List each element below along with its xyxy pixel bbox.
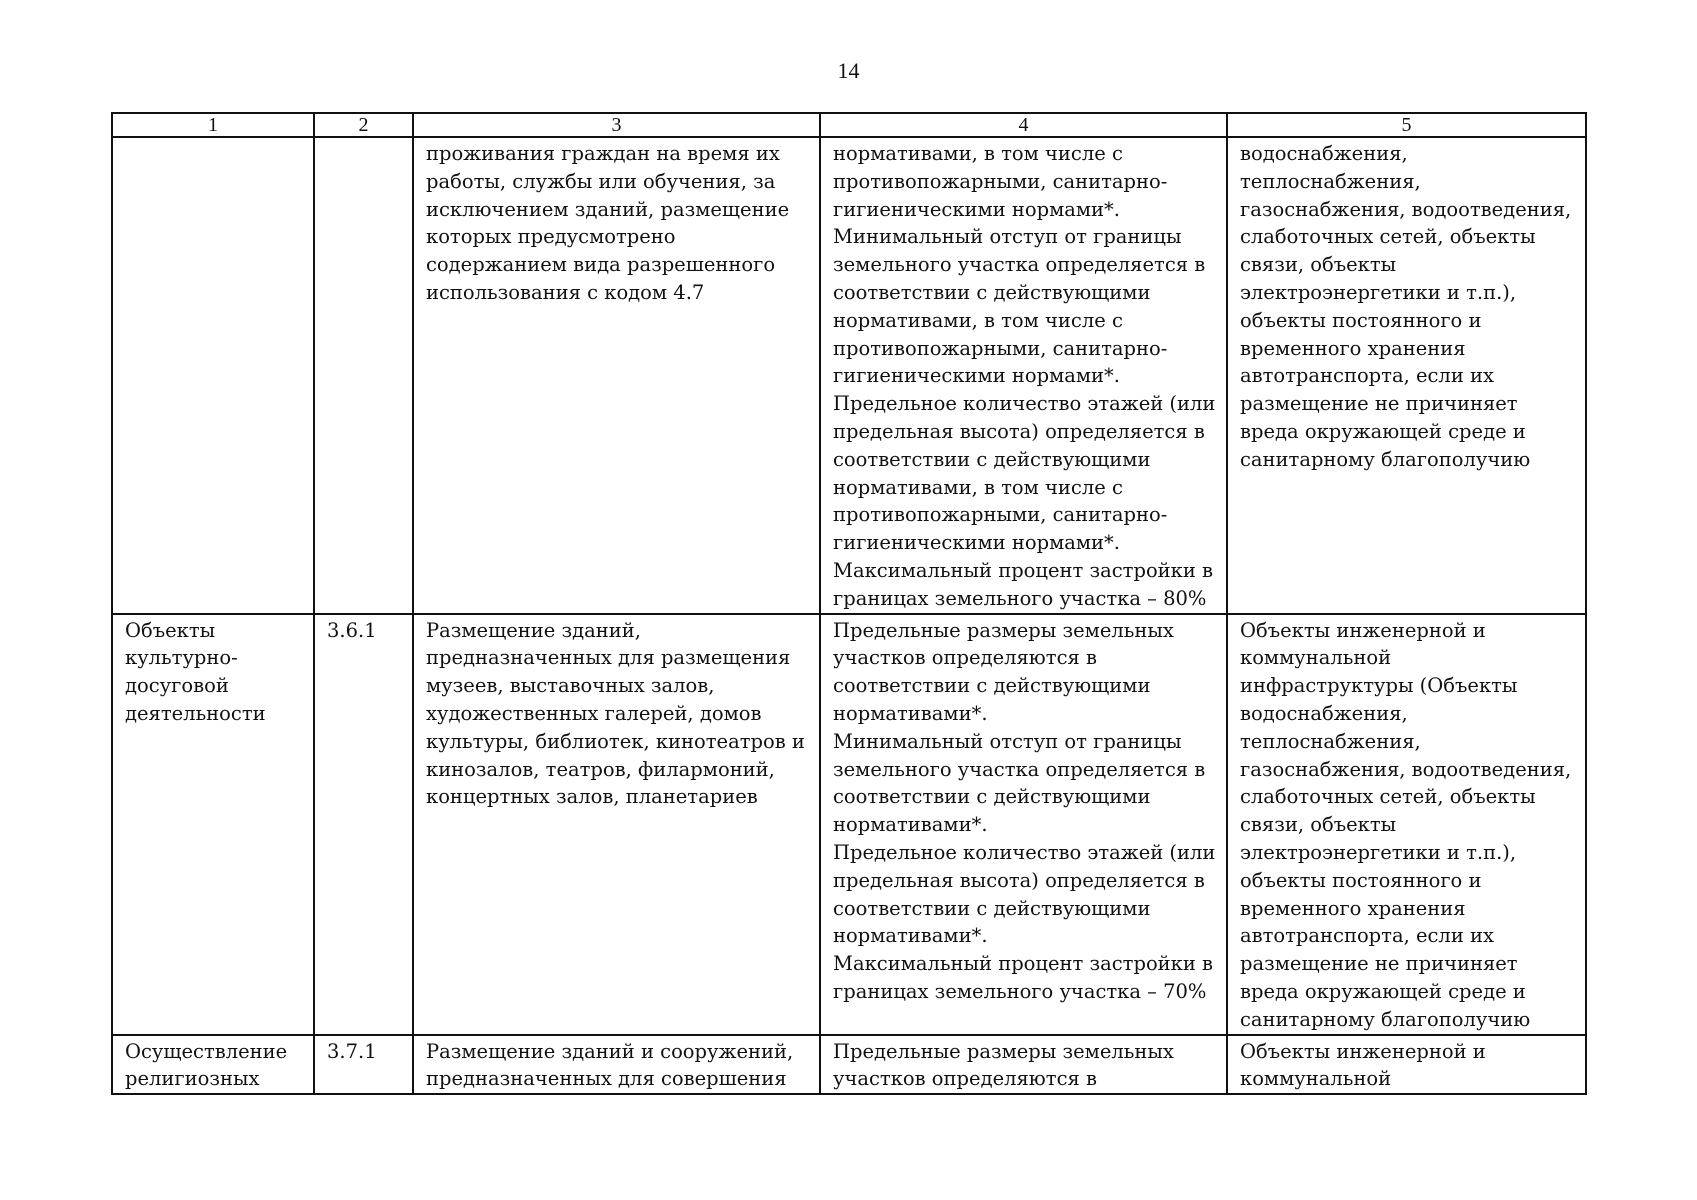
table-row: [112, 614, 1586, 1035]
use-description-cell: проживания граждан на время их работы, службы или обучения, за исключением зданий, размещение которых предусмотрено содержанием вида разрешенного использования с кодом 4.7: [413, 137, 820, 614]
header-cell-3: 3: [413, 113, 820, 137]
use-name-cell: [112, 137, 314, 614]
use-code-cell: 3.6.1: [314, 614, 413, 1035]
use-description-cell: Размещение зданий и сооружений, предназначенных для совершения: [413, 1035, 820, 1095]
use-description-cell: Размещение зданий, предназначенных для размещения музеев, выставочных залов, художественных галерей, домов культуры, библиотек, кинотеатров и кинозалов, театров, филармоний, концертных залов, планетариев: [413, 614, 820, 1035]
regulations-table: [111, 112, 1587, 1095]
table-header-row: [112, 113, 1586, 137]
header-cell-5: 5: [1227, 113, 1586, 137]
parameters-cell: нормативами, в том числе с противопожарными, санитарно- гигиеническими нормами*. Минимальный отступ от границы земельного участка определяется в соответствии с действующими нормативами, в том числе с противопожарными, санитарно- гигиеническими нормами*. Предельное количество этажей (или предельная высота) определяется в соответствии с действующими нормативами, в том числе с противопожарными, санитарно- гигиеническими нормами*. Максимальный процент застройки в границах земельного участка – 80%: [820, 137, 1227, 614]
use-name-cell: Осуществление религиозных: [112, 1035, 314, 1095]
auxiliary-uses-cell: Объекты инженерной и коммунальной: [1227, 1035, 1586, 1095]
auxiliary-uses-cell: Объекты инженерной и коммунальной инфраструктуры (Объекты водоснабжения, теплоснабжения, газоснабжения, водоотведения, слаботочных сетей, объекты связи, объекты электроэнергетики и т.п.), объекты постоянного и временного хранения автотранспорта, если их размещение не причиняет вреда окружающей среде и санитарному благополучию: [1227, 614, 1586, 1035]
use-code-cell: [314, 137, 413, 614]
header-cell-2: 2: [314, 113, 413, 137]
header-cell-1: 1: [112, 113, 314, 137]
table-row: [112, 1035, 1586, 1095]
header-cell-4: 4: [820, 113, 1227, 137]
page-number: 14: [837, 58, 860, 83]
parameters-cell: Предельные размеры земельных участков определяются в: [820, 1035, 1227, 1095]
use-code-cell: 3.7.1: [314, 1035, 413, 1095]
table-row: [112, 137, 1586, 614]
auxiliary-uses-cell: водоснабжения, теплоснабжения, газоснабжения, водоотведения, слаботочных сетей, объекты связи, объекты электроэнергетики и т.п.), объекты постоянного и временного хранения автотранспорта, если их размещение не причиняет вреда окружающей среде и санитарному благополучию: [1227, 137, 1586, 614]
use-name-cell: Объекты культурно- досуговой деятельности: [112, 614, 314, 1035]
parameters-cell: Предельные размеры земельных участков определяются в соответствии с действующими нормативами*. Минимальный отступ от границы земельного участка определяется в соответствии с действующими нормативами*. Предельное количество этажей (или предельная высота) определяется в соответствии с действующими нормативами*. Максимальный процент застройки в границах земельного участка – 70%: [820, 614, 1227, 1035]
